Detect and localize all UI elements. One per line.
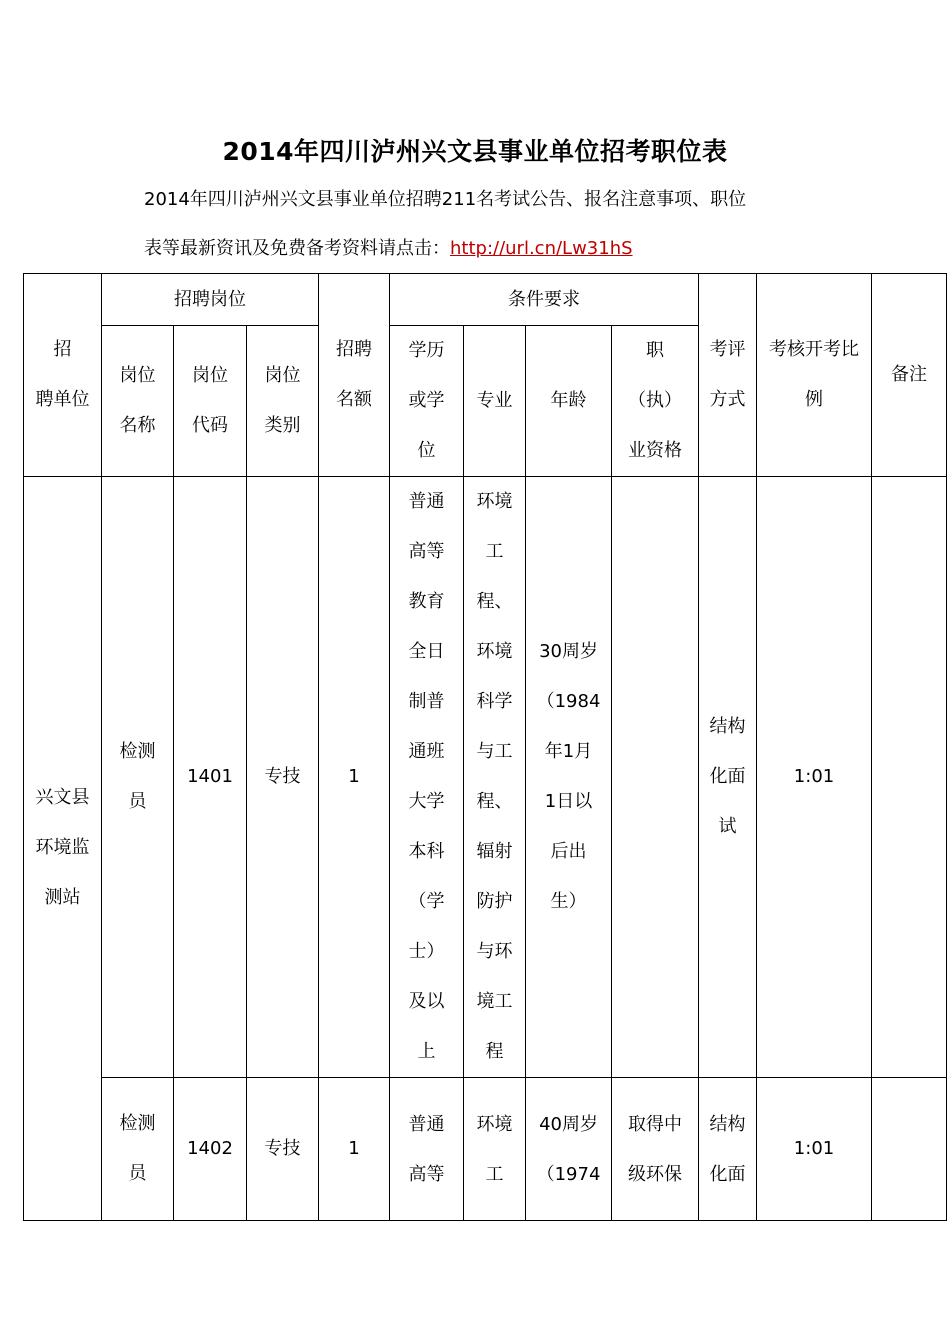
cell-post-type: 专技 xyxy=(247,1078,319,1221)
header-quota: 招聘 名额 xyxy=(319,274,390,477)
table-row xyxy=(24,1078,947,1221)
header-unit: 招 聘单位 xyxy=(24,274,102,477)
cell-major: 环境 工 程、 环境 科学 与工 程、 辐射 防护 与环 境工 程 xyxy=(464,477,526,1078)
header-conditions: 条件要求 xyxy=(390,274,699,326)
job-table xyxy=(23,273,947,1221)
header-post-code: 岗位 代码 xyxy=(174,326,247,477)
cell-age: 30周岁 （1984 年1月 1日以 后出 生） xyxy=(526,477,612,1078)
cell-quota: 1 xyxy=(319,477,390,1078)
cell-post-code: 1402 xyxy=(174,1078,247,1221)
cell-post-type: 专技 xyxy=(247,477,319,1078)
cell-age: 40周岁 （1974 xyxy=(526,1078,612,1221)
cell-ratio: 1:01 xyxy=(757,477,872,1078)
intro-line-1: 2014年四川泸州兴文县事业单位招聘211名考试公告、报名注意事项、职位 xyxy=(144,189,747,210)
header-post-name: 岗位 名称 xyxy=(102,326,174,477)
table-row xyxy=(24,477,947,1078)
cell-unit: 兴文县 环境监 测站 xyxy=(24,477,102,1221)
intro-line-2 xyxy=(144,236,844,262)
cell-post-name: 检测 员 xyxy=(102,477,174,1078)
cell-ratio: 1:01 xyxy=(757,1078,872,1221)
header-post-type: 岗位 类别 xyxy=(247,326,319,477)
cell-education: 普通 高等 教育 全日 制普 通班 大学 本科 （学 士） 及以 上 xyxy=(390,477,464,1078)
header-remark: 备注 xyxy=(872,274,947,477)
cell-certificate xyxy=(612,477,699,1078)
cell-major: 环境 工 xyxy=(464,1078,526,1221)
header-age: 年龄 xyxy=(526,326,612,477)
header-ratio: 考核开考比 例 xyxy=(757,274,872,477)
cell-education: 普通 高等 xyxy=(390,1078,464,1221)
cell-remark xyxy=(872,477,947,1078)
cell-quota: 1 xyxy=(319,1078,390,1221)
cell-post-code: 1401 xyxy=(174,477,247,1078)
cell-post-name: 检测 员 xyxy=(102,1078,174,1221)
cell-certificate: 取得中 级环保 xyxy=(612,1078,699,1221)
header-post-group: 招聘岗位 xyxy=(102,274,319,326)
cell-exam: 结构 化面 xyxy=(699,1078,757,1221)
page-title: 2014年四川泸州兴文县事业单位招考职位表 xyxy=(222,137,728,166)
cell-remark xyxy=(872,1078,947,1221)
header-exam: 考评 方式 xyxy=(699,274,757,477)
header-certificate: 职 （执） 业资格 xyxy=(612,326,699,477)
intro-line-2-text: 表等最新资讯及免费备考资料请点击： xyxy=(144,238,450,259)
header-education: 学历 或学 位 xyxy=(390,326,464,477)
header-major: 专业 xyxy=(464,326,526,477)
info-link[interactable]: http://url.cn/Lw31hS xyxy=(450,238,633,259)
cell-exam: 结构 化面 试 xyxy=(699,477,757,1078)
